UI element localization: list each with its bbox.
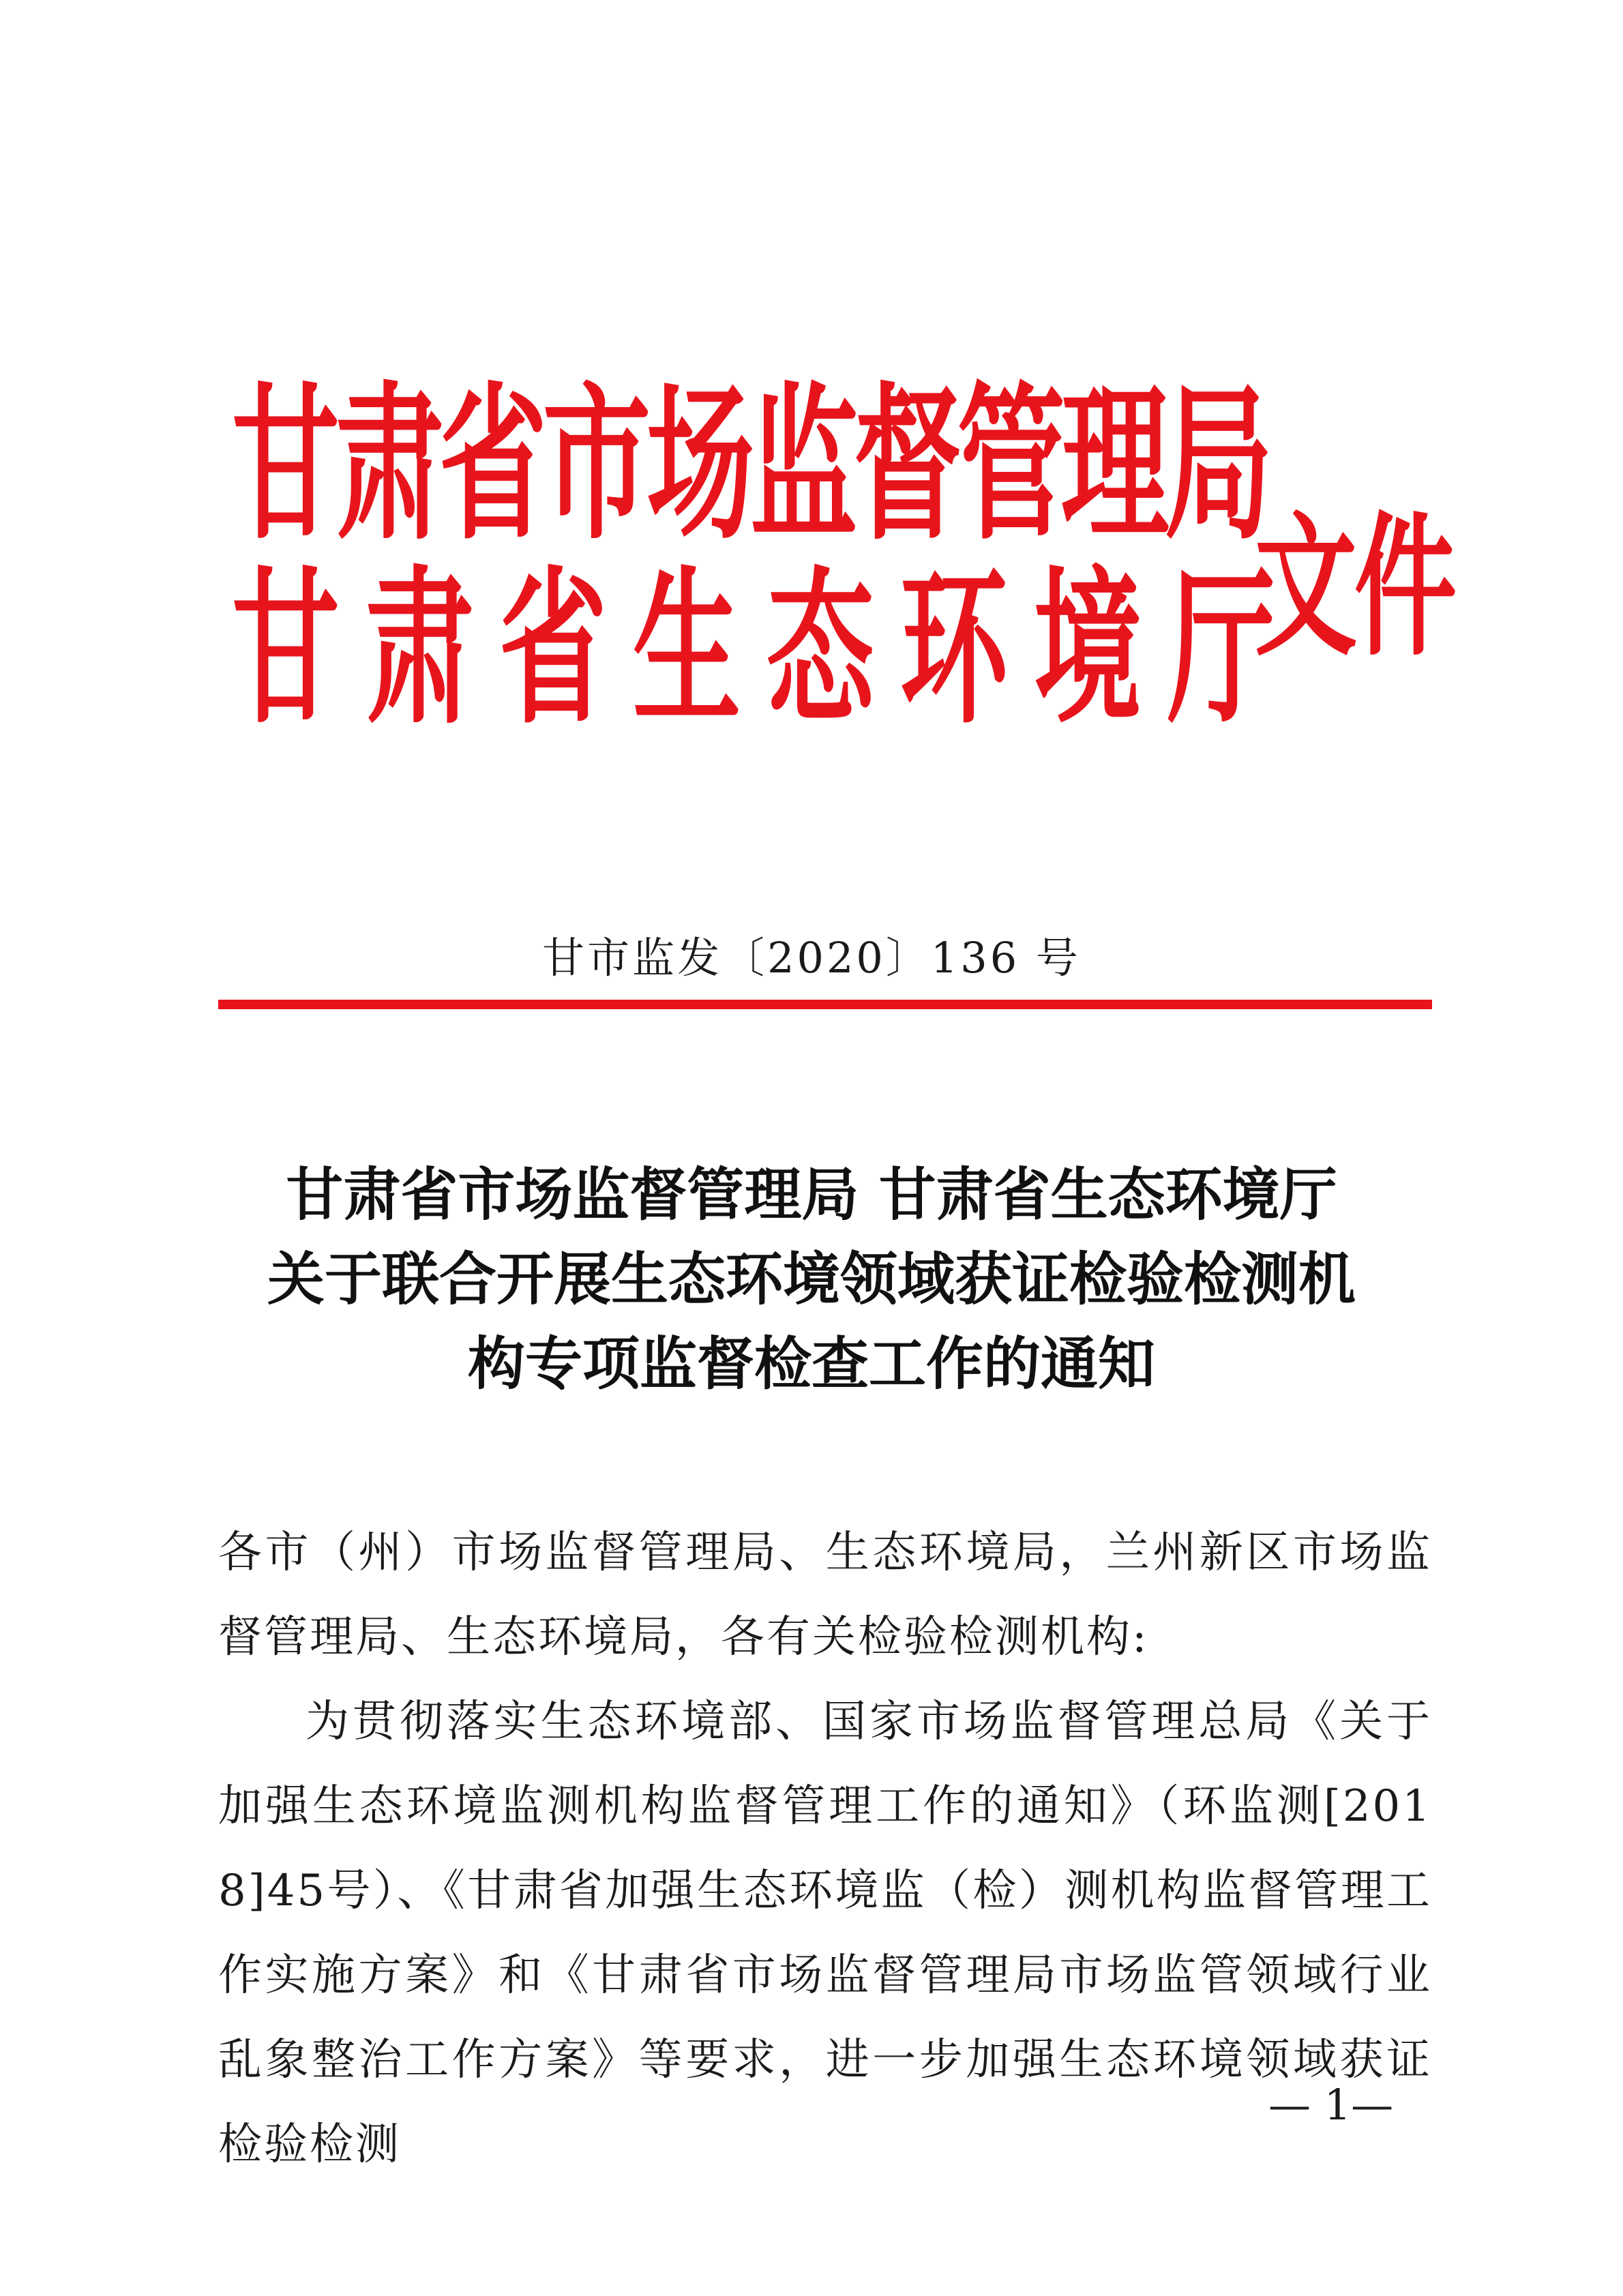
salutation-paragraph: 各市（州）市场监督管理局、生态环境局，兰州新区市场监督管理局、生态环境局，各有关检验检测机构: bbox=[218, 1527, 1432, 1663]
page-number: — 1— bbox=[1268, 2080, 1394, 2130]
document-number: 甘市监发〔2020〕136 号 bbox=[542, 933, 1081, 983]
title-line-3: 构专项监督检查工作的通知 bbox=[467, 1330, 1155, 1397]
masthead-suffix: 文件 bbox=[1255, 499, 1455, 677]
document-body bbox=[218, 1510, 1432, 2187]
title-line-1: 甘肃省市场监督管理局 甘肃省生态环境厅 bbox=[286, 1161, 1337, 1228]
red-masthead bbox=[232, 368, 1455, 764]
title-line-2: 关于联合开展生态环境领域获证检验检测机 bbox=[267, 1246, 1356, 1313]
masthead-issuer-2: 甘肃省生态环境厅 bbox=[232, 552, 1301, 747]
masthead-issuer-1: 甘肃省市场监督管理局 bbox=[232, 368, 1268, 563]
document-title bbox=[0, 1152, 1623, 1406]
body-paragraph-1: 为贯彻落实生态环境部、国家市场监督管理总局《关于加强生态环境监测机构监督管理工作的通知》（环监测[2018]45号）、《甘肃省加强生态环境监（检）测机构监督管理工作实施方案》和《甘肃省市场监督管理局市场监管领域行业乱象整治工作方案》等要求，进一步加强生态环境领域获证检验检测 bbox=[218, 1697, 1432, 2170]
red-separator-line bbox=[218, 1000, 1432, 1009]
